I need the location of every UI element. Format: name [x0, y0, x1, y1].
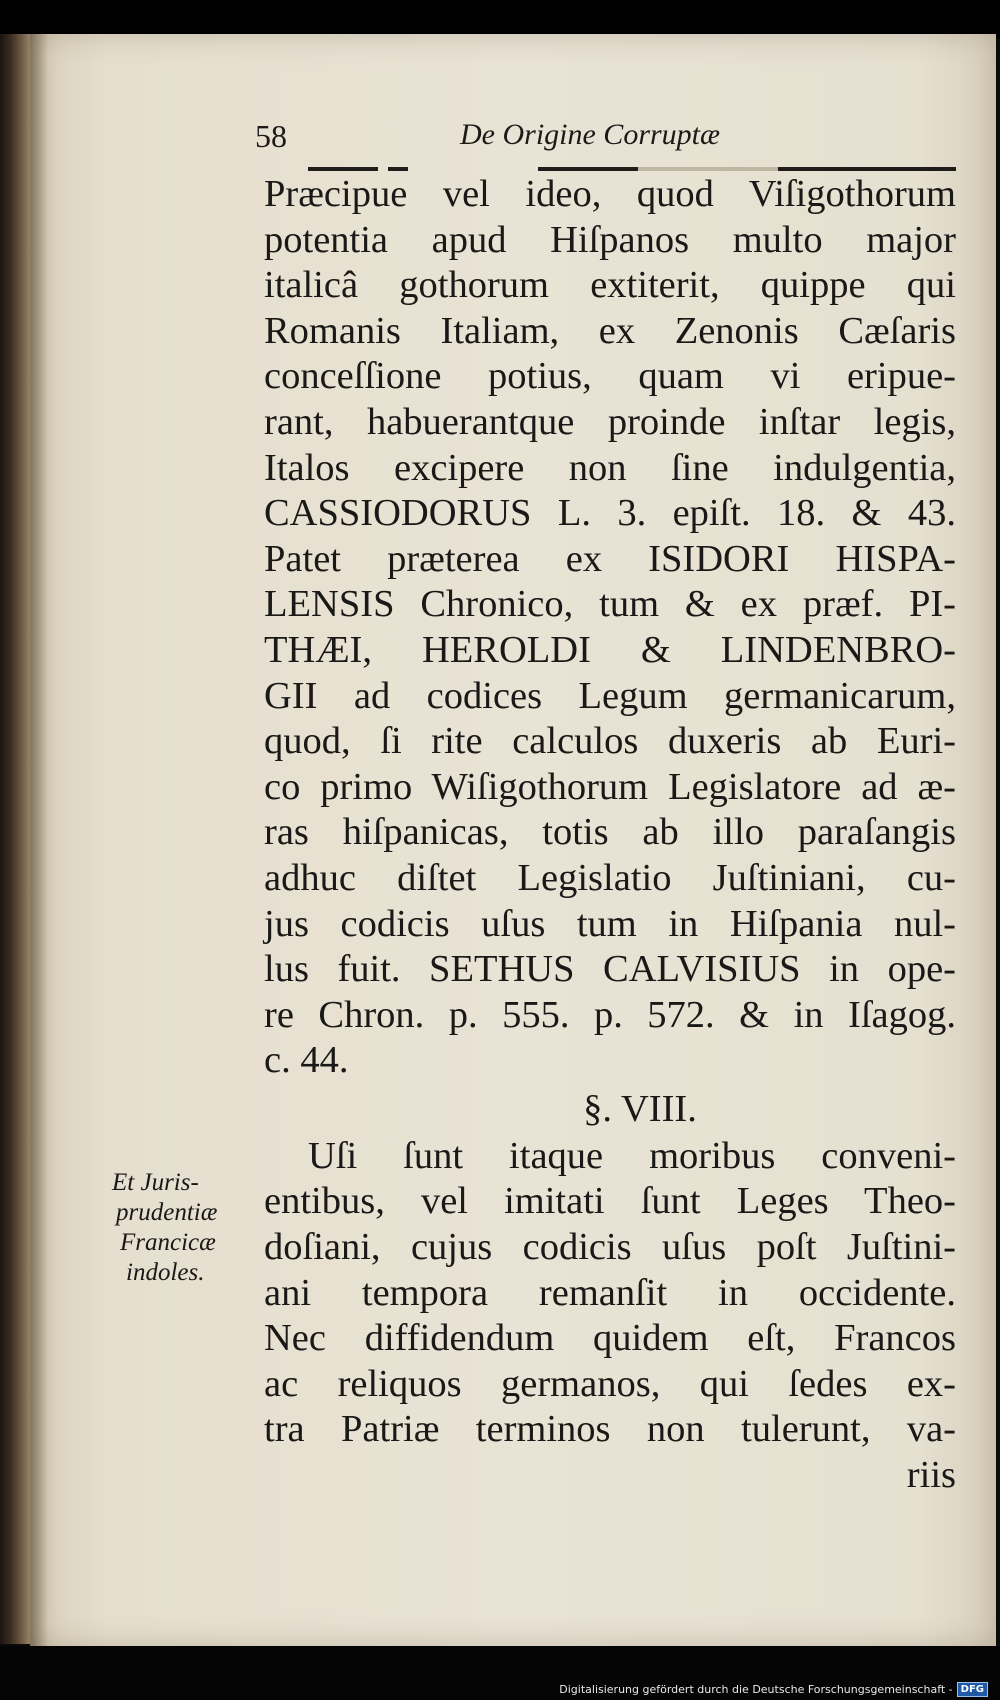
page-number: 58	[255, 118, 287, 154]
running-title: De Origine Corruptæ	[460, 118, 721, 151]
text-line: ac reliquos germanos, qui ſedes ex-	[264, 1362, 956, 1405]
text-line: tra Patriæ terminos non tulerunt, va-	[264, 1408, 956, 1451]
text-line: GII ad codices Legum germanicarum,	[264, 674, 956, 717]
text-line: quod, ſi rite calculos duxeris ab Euri-	[264, 720, 956, 763]
margin-note-line: prudentiæ	[116, 1199, 218, 1226]
catchword: riis	[906, 1454, 956, 1497]
text-line: rant, habuerantque proinde inſtar legis,	[264, 400, 956, 443]
text-line: CASSIODORUS L. 3. epiſt. 18. & 43.	[264, 492, 956, 535]
digitization-credit	[559, 1680, 988, 1698]
credit-text: Digitalisierung gefördert durch die Deutsche Forschungsgemeinschaft -	[559, 1682, 953, 1696]
text-line: Romanis Italiam, ex Zenonis Cæſaris	[264, 309, 956, 352]
margin-note-line: Et Juris-	[112, 1169, 199, 1196]
page-header	[255, 118, 955, 162]
margin-note-line: indoles.	[126, 1259, 205, 1286]
dfg-logo: DFG	[957, 1682, 988, 1697]
text-line: doſiani, cujus codicis uſus poſt Juſtini-	[264, 1226, 956, 1269]
section-heading: §. VIII.	[583, 1087, 697, 1130]
text-line: adhuc diſtet Legislatio Juſtiniani, cu-	[264, 856, 956, 899]
text-line: c. 44.	[264, 1039, 349, 1082]
gutter-shadow	[30, 34, 48, 1646]
text-line: ani tempora remanſit in occidente.	[264, 1271, 956, 1314]
text-line: Nec diffidendum quidem eſt, Francos	[264, 1317, 956, 1360]
text-line: co primo Wiſigothorum Legislatore ad æ-	[264, 765, 956, 808]
text-line: re Chron. p. 555. p. 572. & in Iſagog.	[264, 993, 956, 1036]
text-line: Patet præterea ex ISIDORI HISPA-	[264, 537, 956, 580]
text-line: lus fuit. SETHUS CALVISIUS in ope-	[264, 948, 956, 991]
text-line: Uſi ſunt itaque moribus conveni-	[308, 1134, 956, 1177]
text-line: conceſſione potius, quam vi eripue-	[264, 355, 956, 398]
text-line: jus codicis uſus tum in Hiſpania nul-	[264, 902, 956, 945]
scan-top-border	[0, 0, 1000, 38]
margin-note-line: Francicæ	[120, 1229, 216, 1256]
text-line: italicâ gothorum extiterit, quippe qui	[264, 264, 956, 307]
text-line: ras hiſpanicas, totis ab illo paraſangis	[264, 811, 956, 854]
header-rule	[308, 167, 956, 171]
main-text	[264, 172, 956, 1499]
marginal-note	[112, 1168, 262, 1288]
text-line: Italos excipere non ſine indulgentia,	[264, 446, 956, 489]
text-line: LENSIS Chronico, tum & ex præf. PI-	[264, 583, 956, 626]
text-line: potentia apud Hiſpanos multo major	[264, 218, 956, 261]
text-line: THÆI, HEROLDI & LINDENBRO-	[264, 628, 956, 671]
text-line: Præcipue vel ideo, quod Viſigothorum	[264, 173, 956, 215]
text-line: entibus, vel imitati ſunt Leges Theo-	[264, 1180, 956, 1223]
